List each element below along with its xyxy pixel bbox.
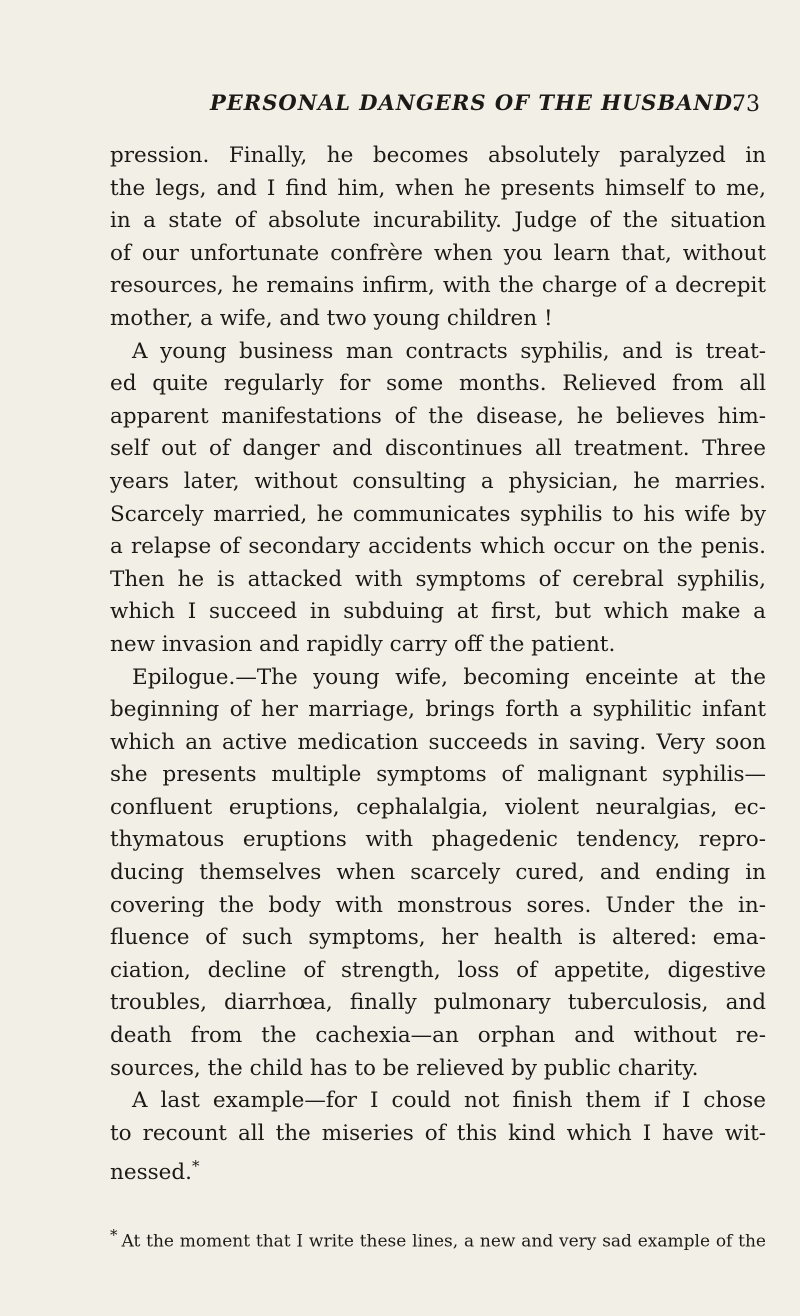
footnote <box>110 1226 766 1252</box>
text-line: the legs, and I find him, when he presents himself to me, <box>110 175 766 201</box>
text-line: which an active medication succeeds in saving. Very soon <box>110 729 766 755</box>
text-line: years later, without consulting a physician, he marries. <box>110 468 766 494</box>
text-line: resources, he remains infirm, with the charge of a decrepit <box>110 273 766 299</box>
text-line: which I succeed in subduing at first, but which make a <box>110 599 766 625</box>
text-line: fluence of such symptoms, her health is altered: ema- <box>110 925 766 951</box>
footnote-mark: * <box>110 1226 118 1244</box>
text-line: she presents multiple symptoms of malignant syphilis— <box>110 762 766 788</box>
text-line: sources, the child has to be relieved by public charity. <box>110 1055 699 1081</box>
text-line: of our unfortunate confrère when you learn that, without <box>110 240 766 266</box>
text-line-content: nessed. <box>110 1160 192 1186</box>
text-line: ducing themselves when scarcely cured, and ending in <box>110 860 766 886</box>
text-line: in a state of absolute incurability. Judge of the situation <box>110 208 766 234</box>
text-line-final <box>110 1150 766 1186</box>
text-line: confluent eruptions, cephalalgia, violent neuralgias, ec- <box>110 794 766 820</box>
text-line: death from the cachexia—an orphan and without re- <box>110 1023 766 1049</box>
text-line: to recount all the miseries of this kind which I have wit- <box>110 1120 766 1146</box>
text-line: new invasion and rapidly carry off the patient. <box>110 631 616 657</box>
body-text <box>110 140 766 1186</box>
page-number: 73 <box>732 92 760 117</box>
text-line: pression. Finally, he becomes absolutely paralyzed in <box>110 143 766 168</box>
text-line: self out of danger and discontinues all treatment. Three <box>110 436 766 462</box>
running-title: PERSONAL DANGERS OF THE HUSBAND. <box>210 90 741 115</box>
text-line: Epilogue.—The young wife, becoming enceinte at the <box>132 664 766 690</box>
text-line: Then he is attacked with symptoms of cerebral syphilis, <box>110 566 766 592</box>
text-line: ed quite regularly for some months. Relieved from all <box>110 371 766 397</box>
footnote-text: At the moment that I write these lines, a new and very sad example of the <box>121 1231 766 1252</box>
text-line: covering the body with monstrous sores. Under the in- <box>110 892 766 918</box>
text-line: thymatous eruptions with phagedenic tendency, repro- <box>110 827 766 853</box>
text-line: Scarcely married, he communicates syphilis to his wife by <box>110 501 766 527</box>
footnote-reference[interactable]: * <box>191 1157 200 1176</box>
text-line: ciation, decline of strength, loss of appetite, digestive <box>110 957 766 983</box>
page-header <box>110 90 770 130</box>
text-line: mother, a wife, and two young children ! <box>110 305 553 331</box>
text-line: A young business man contracts syphilis, and is treat- <box>132 338 766 364</box>
text-line: beginning of her marriage, brings forth a syphilitic infant <box>110 697 766 723</box>
text-line: a relapse of secondary accidents which occur on the penis. <box>110 534 766 560</box>
text-line: troubles, diarrhœa, finally pulmonary tuberculosis, and <box>110 990 766 1016</box>
text-line: apparent manifestations of the disease, he believes him- <box>110 403 766 429</box>
text-line: A last example—for I could not finish them if I chose <box>132 1088 766 1114</box>
